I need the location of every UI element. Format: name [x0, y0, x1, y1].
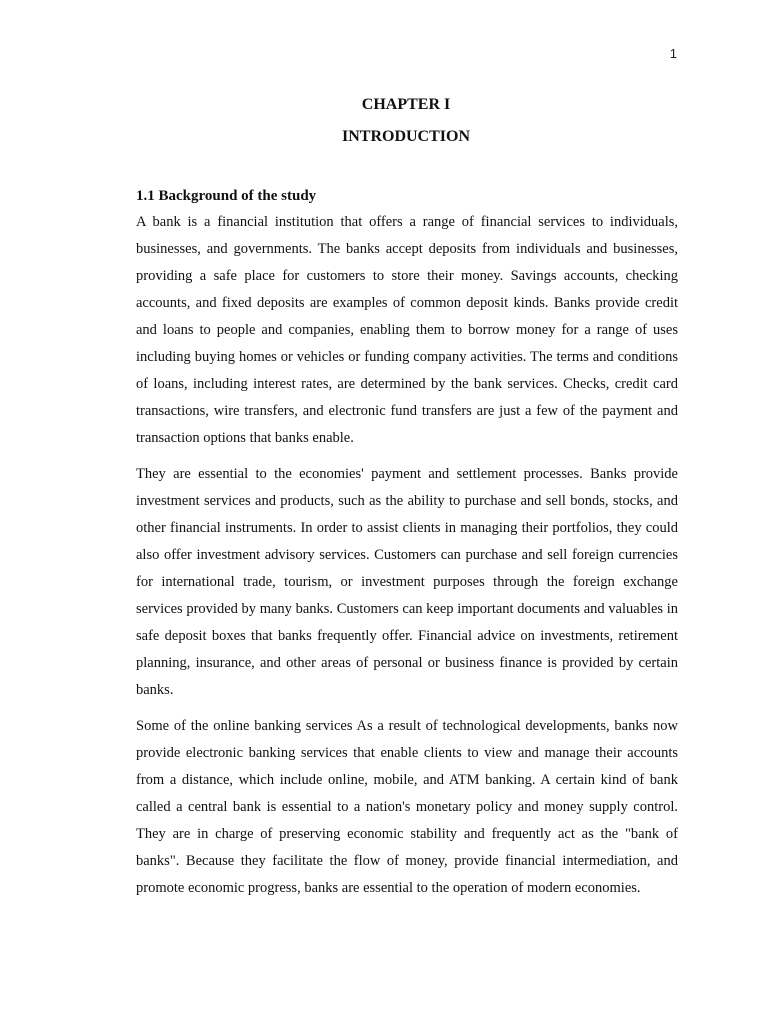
chapter-title: INTRODUCTION: [341, 128, 470, 145]
paragraph-2: They are essential to the economies' payment and settlement processes. Banks provide investment services and products, such as the ability to purchase and sell bonds, stocks, and other financial instruments. In order to assist clients in managing their portfolios, they could also offer investment advisory services. Customers can purchase and sell foreign currencies for international trade, tourism, or investment purposes through the foreign exchange services provided by many banks. Customers can keep important documents and valuables in safe deposit boxes that banks frequently offer. Financial advice on investments, retirement planning, insurance, and other areas of personal or business finance is provided by certain banks.: [136, 466, 678, 698]
document-body: [136, 183, 678, 911]
page-number: 1: [669, 46, 677, 61]
paragraph-1: A bank is a financial institution that offers a range of financial services to individuals, businesses, and governments. The banks accept deposits from individuals and businesses, providing a safe place for customers to store their money. Savings accounts, checking accounts, and fixed deposits are examples of common deposit kinds. Banks provide credit and loans to people and companies, enabling them to borrow money for a range of uses including buying homes or vehicles or funding company activities. The terms and conditions of loans, including interest rates, are determined by the bank services. Checks, credit card transactions, wire transfers, and electronic fund transfers are just a few of the payment and transaction options that banks enable.: [136, 214, 678, 446]
section-heading: 1.1 Background of the study: [136, 188, 317, 204]
chapter-label: CHAPTER I: [361, 96, 451, 113]
chapter-heading: [0, 92, 768, 150]
paragraph-3: Some of the online banking services As a result of technological developments, banks now provide electronic banking services that enable clients to view and manage their accounts from a distance, which include online, mobile, and ATM banking. A certain kind of bank called a central bank is essential to a nation's monetary policy and money supply control. They are in charge of preserving economic stability and frequently act as the "bank of banks". Because they facilitate the flow of money, provide financial intermediation, and promote economic progress, banks are essential to the operation of modern economies.: [136, 718, 678, 896]
